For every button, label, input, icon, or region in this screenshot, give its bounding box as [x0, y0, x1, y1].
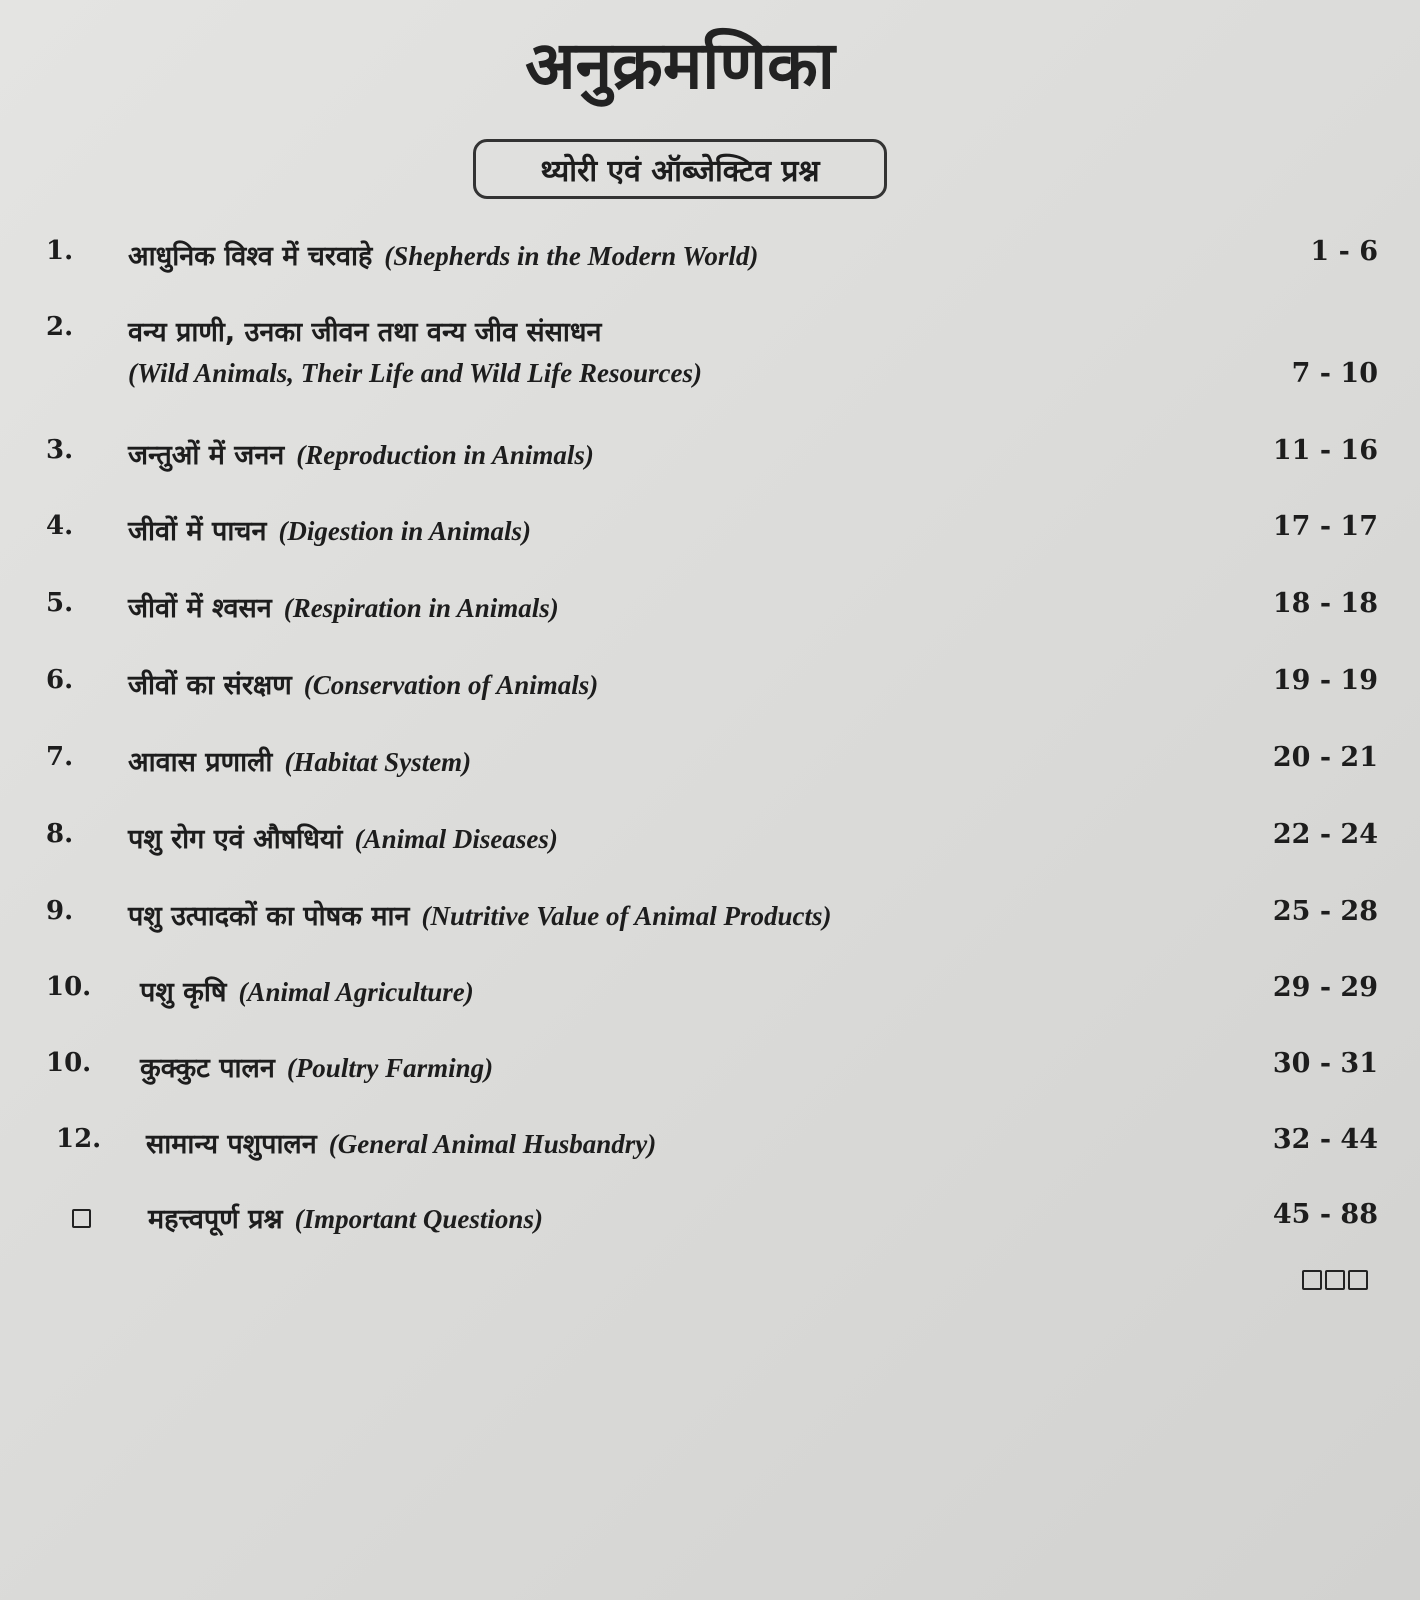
entry-english-title: (Important Questions) [294, 1204, 543, 1234]
checkbox-bullet-icon [72, 1205, 91, 1235]
toc-entry [0, 896, 1420, 936]
toc-entry [0, 972, 1420, 1012]
toc-entry [0, 1199, 1420, 1239]
entry-english-title: (General Animal Husbandry) [328, 1129, 657, 1159]
entry-number: 2. [46, 312, 74, 342]
toc-entry [0, 312, 1420, 402]
entry-english-title: (Digestion in Animals) [278, 516, 531, 546]
entry-pages: 7 - 10 [1291, 358, 1378, 389]
entry-hindi-title: कुक्कुट पालन [140, 1053, 275, 1084]
toc-entry [0, 435, 1420, 475]
entry-pages: 25 - 28 [1272, 896, 1378, 927]
toc-entry [0, 819, 1420, 859]
entry-hindi-title: वन्य प्राणी, उनका जीवन तथा वन्य जीव संसाधन [128, 317, 602, 348]
entry-number: 3. [46, 435, 74, 465]
entry-english-title: (Habitat System) [284, 747, 472, 777]
entry-pages: 29 - 29 [1272, 972, 1378, 1003]
entry-number: 10. [46, 972, 92, 1002]
entry-english-title: (Nutritive Value of Animal Products) [421, 901, 832, 931]
entry-number: 9. [46, 896, 74, 926]
entry-english-title: (Respiration in Animals) [283, 593, 559, 623]
entry-english-title: (Poultry Farming) [286, 1053, 494, 1083]
entry-hindi-title: जीवों में पाचन [128, 516, 267, 547]
end-marker-squares-icon [1302, 1270, 1368, 1290]
entry-number: 4. [46, 511, 74, 541]
entry-pages: 11 - 16 [1272, 435, 1378, 466]
section-heading: थ्योरी एवं ऑब्जेक्टिव प्रश्न [473, 139, 887, 199]
entry-pages: 30 - 31 [1272, 1048, 1378, 1079]
entry-hindi-title: जीवों में श्वसन [128, 593, 272, 624]
entry-pages: 18 - 18 [1272, 588, 1378, 619]
entry-english-title: (Conservation of Animals) [303, 670, 599, 700]
entry-hindi-title: पशु उत्पादकों का पोषक मान [128, 901, 410, 932]
entry-number: 1. [46, 236, 74, 266]
entry-hindi-title: आवास प्रणाली [128, 747, 273, 778]
page-title: अनुक्रमणिका [525, 27, 835, 104]
entry-pages: 22 - 24 [1272, 819, 1378, 850]
entry-hindi-title: पशु रोग एवं औषधियां [128, 824, 343, 855]
entry-pages: 32 - 44 [1272, 1124, 1378, 1155]
entry-hindi-title: पशु कृषि [140, 977, 227, 1008]
toc-entry [0, 588, 1420, 628]
entry-pages: 20 - 21 [1272, 742, 1378, 773]
entry-hindi-title: आधुनिक विश्व में चरवाहे [128, 241, 373, 272]
entry-hindi-title: जीवों का संरक्षण [128, 670, 292, 701]
entry-pages: 45 - 88 [1272, 1199, 1378, 1230]
entry-english-title: (Animal Diseases) [354, 824, 558, 854]
toc-entry [0, 1048, 1420, 1088]
entry-english-title: (Wild Animals, Their Life and Wild Life Resources) [128, 358, 703, 388]
toc-entry [0, 665, 1420, 705]
toc-entry [0, 511, 1420, 551]
entry-number: 12. [56, 1124, 102, 1154]
entry-hindi-title: सामान्य पशुपालन [146, 1129, 317, 1160]
entry-pages: 1 - 6 [1310, 236, 1378, 267]
entry-english-title: (Shepherds in the Modern World) [384, 241, 759, 271]
entry-number: 5. [46, 588, 74, 618]
toc-entry [0, 236, 1420, 276]
entry-number: 6. [46, 665, 74, 695]
entry-number: 7. [46, 742, 74, 772]
entry-pages: 17 - 17 [1272, 511, 1378, 542]
toc-entry [0, 1124, 1420, 1164]
toc-entry [0, 742, 1420, 782]
entry-number: 10. [46, 1048, 92, 1078]
entry-pages: 19 - 19 [1272, 665, 1378, 696]
entry-hindi-title: जन्तुओं में जनन [128, 440, 285, 471]
entry-number: 8. [46, 819, 74, 849]
entry-hindi-title: महत्त्वपूर्ण प्रश्न [148, 1204, 283, 1235]
entry-english-title: (Reproduction in Animals) [296, 440, 594, 470]
entry-english-title: (Animal Agriculture) [238, 977, 474, 1007]
